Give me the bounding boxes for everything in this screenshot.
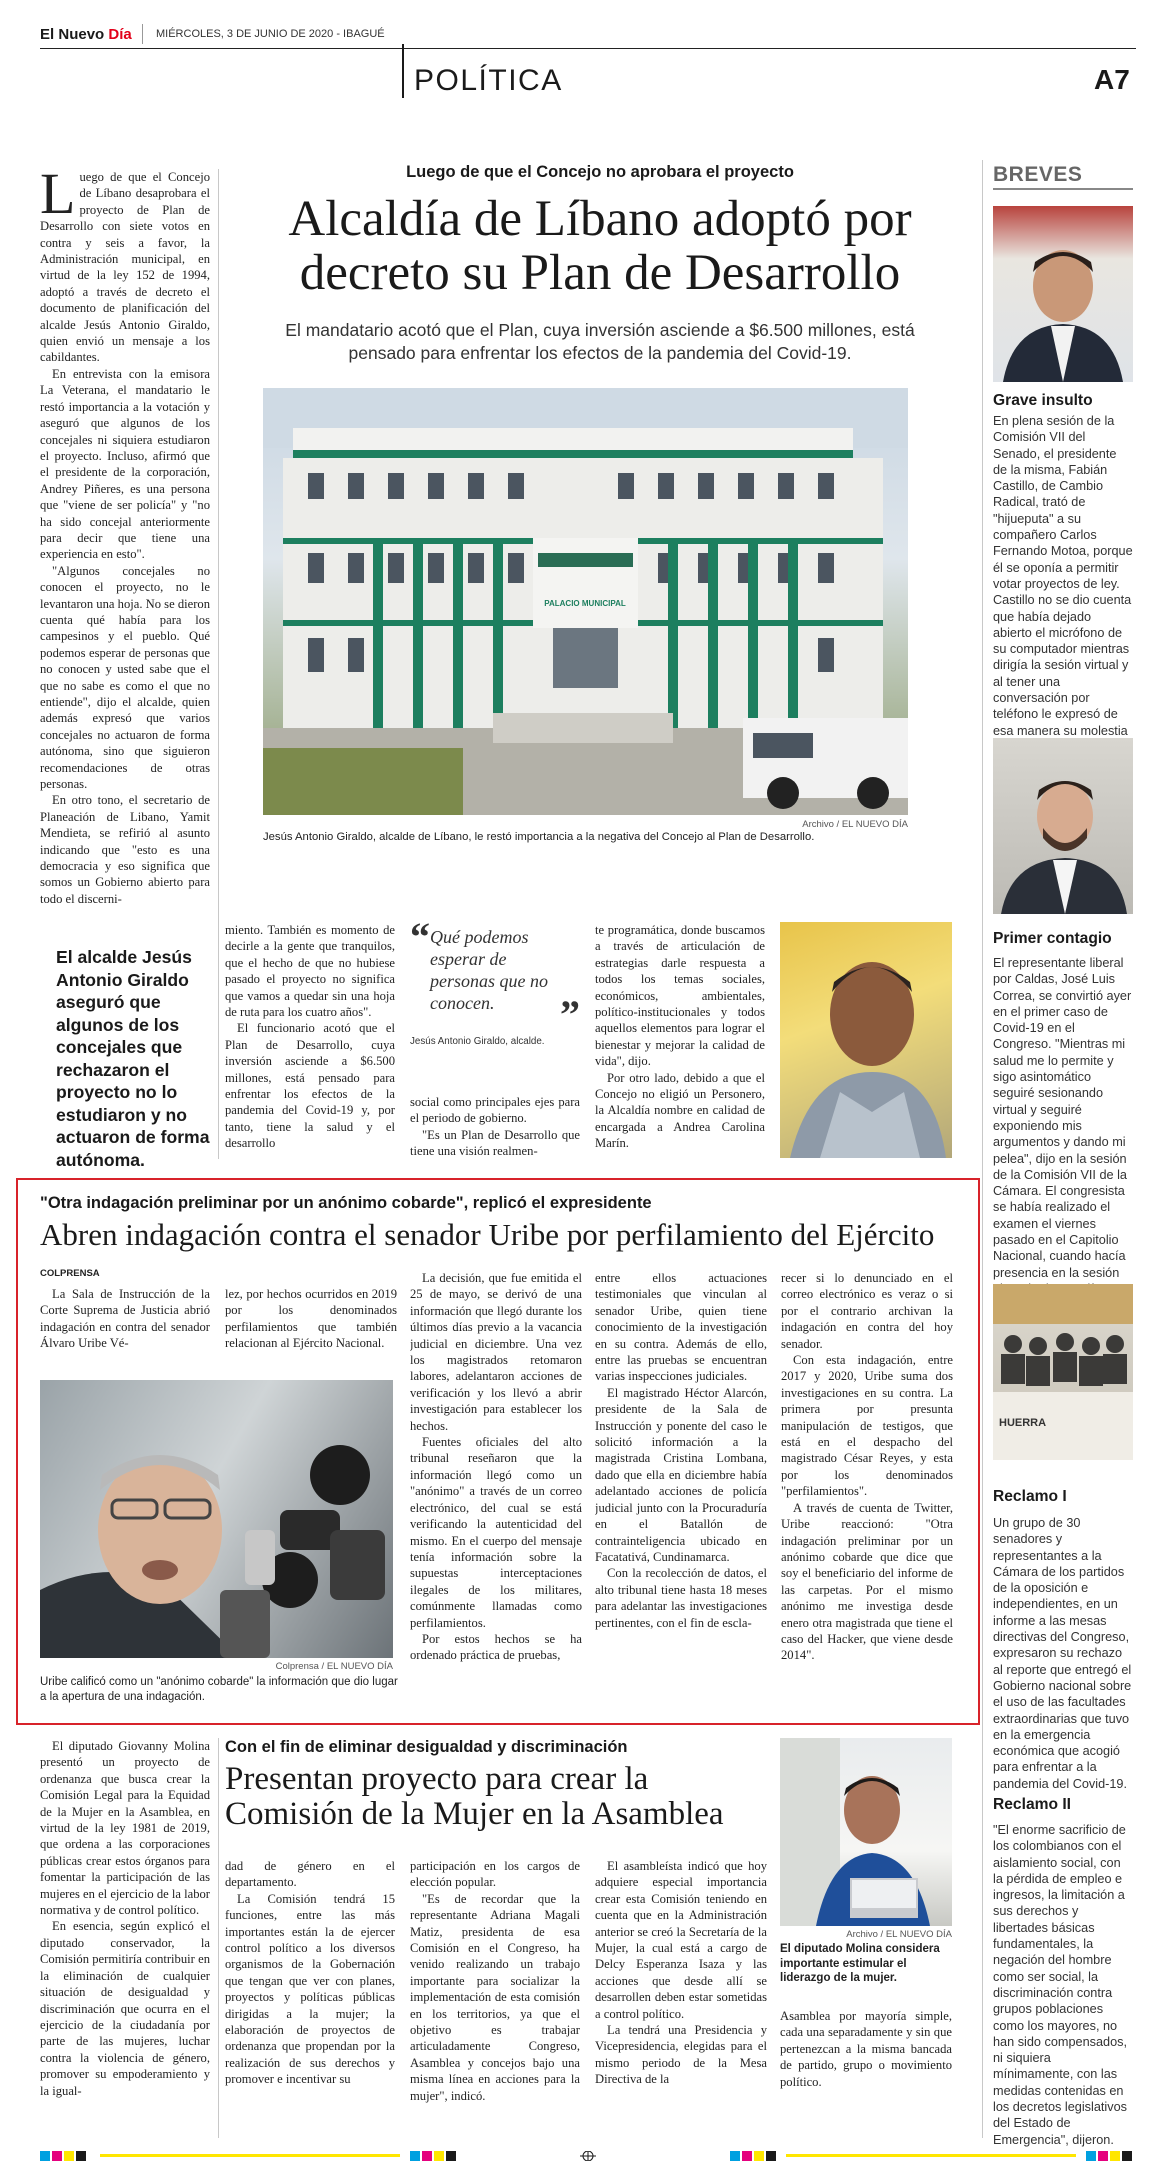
uribe-paragraph: Con esta indagación, entre 2017 y 2020, Uribe suma dos investigaciones en su contra. La primera por presunta manipulación de testigos, que está en el despacho del magistrado César Reyes, y esta por los denominados "perfilamientos". <box>781 1353 953 1499</box>
close-quote-icon: ” <box>560 992 580 1037</box>
print-registration-bar <box>40 2148 1136 2158</box>
castillo-illustration <box>993 206 1133 382</box>
lead-column-4 <box>595 922 765 1167</box>
breve-3-photo <box>993 1284 1133 1460</box>
correa-illustration <box>993 738 1133 914</box>
lead-deck-line-2: pensado para enfrentar los efectos de la pandemia del Covid-19. <box>348 343 852 363</box>
breve-4-head: Reclamo II <box>993 1796 1071 1813</box>
mujer-paragraph: "Es de recordar que la representante Adriana Magali Matiz, presidenta de esa Comisión en el Congreso, ha venido realizando un trabajo importante para socializar la implementación de esta comisión en los territorios, ya que el objetivo es trabajar articuladamente Congreso, Asamblea y concejos bajo una misma línea en acciones para la mujer", indicó. <box>410 1891 580 2103</box>
palace-sign: PALACIO MUNICIPAL <box>544 599 626 608</box>
mayor-illustration <box>780 922 952 1158</box>
lead-paragraph: social como principales ejes para el periodo de gobierno. <box>410 1095 580 1126</box>
lead-deck <box>215 319 985 365</box>
uribe-illustration <box>40 1380 393 1658</box>
mujer-paragraph: La Comisión tendrá 15 funciones, entre las más importantes están la de ejercer control político a los diversos organismos de la Gobernación que tengan que ver con planes, proyectos y políticas públicas dirigidas a la mujer; la elaboración de proyectos de ordenanza que propendan por la realización de sus derechos y promover e incentivar su <box>225 1891 395 2087</box>
uribe-paragraph: Por estos hechos se ha ordenado práctica de pruebas, <box>410 1631 582 1663</box>
quote-author: Jesús Antonio Giraldo, alcalde. <box>410 1036 545 1047</box>
dropcap: L <box>40 169 76 226</box>
molina-photo-credit: Archivo / EL NUEVO DÍA <box>846 1929 952 1940</box>
lead-paragraph: En entrevista con la emisora La Veterana, el mandatario le restó importancia a la votación y aseguró que algunos de los concejales ni siquiera estudiaron el proyecto. Incluso, afirmó que el presidente de la corporación, Andrey Piñeres, es una persona que "viene de ser policía" y "no ha sido concejal anteriormente para decir que tiene una experiencia en esto". <box>40 366 210 562</box>
mujer-column-2 <box>225 1858 395 2138</box>
mujer-headline-line-1: Presentan proyecto para crear la <box>225 1761 649 1797</box>
breve-3-head: Reclamo I <box>993 1488 1067 1505</box>
uribe-paragraph: A través de cuenta de Twitter, Uribe reaccionó: "Otra indagación preliminar por un anónimo cobarde que dice que soy el beneficiario del informe de las carpetas. Por el mismo anónimo me investiga desde enero otra magistrada que tiene el caso del Hacker, que viene desde 2014". <box>781 1500 953 1663</box>
column-rule <box>218 169 219 1159</box>
breves-title: BREVES <box>993 163 1083 186</box>
molina-photo <box>780 1738 952 1926</box>
lead-paragraph: "Es un Plan de Desarrollo que tiene una visión realmen- <box>410 1127 580 1159</box>
lead-kicker: Luego de que el Concejo no aprobara el proyecto <box>406 163 794 181</box>
lead-column-3 <box>410 1094 580 1164</box>
mujer-paragraph: El asambleísta indicó que hoy adquiere especial importancia crear esta Comisión teniendo en cuenta que en la Administración anterior se creó la Secretaría de la Mujer, la cual está a cargo de Delcy Esperanza Isaza y las acciones que desde allí se desarrollen deben estar sometidas a control político. <box>595 1859 767 2021</box>
lead-deck-line-1: El mandatario acotó que el Plan, cuya inversión asciende a $6.500 millones, está <box>285 320 915 340</box>
mujer-headline-line-2: Comisión de la Mujer en la Asamblea <box>225 1795 724 1832</box>
uribe-column-3 <box>410 1270 582 1710</box>
sidebar-rule <box>982 160 983 2138</box>
molina-illustration <box>780 1738 952 1926</box>
section-name: POLÍTICA <box>414 64 563 97</box>
breves-rule <box>993 188 1133 190</box>
breve-4-body: "El enorme sacrificio de los colombianos con el aislamiento social, con la pérdida de empleo e ingresos, la limitación a sus derechos y libertades básicas fundamentales, la negación del hombre como ser social, la discriminación contra grupos poblaciones como los mayores, no han sido compensados, ni siquiera mínimamente, con las medidas contenidas en los decretos legislativos del Estado de Emergencia", dijeron. <box>993 1823 1128 2147</box>
molina-photo-caption: El diputado Molina considera importante estimular el liderazgo de la mujer. <box>780 1943 940 1984</box>
date-line: MIÉRCOLES, 3 DE JUNIO DE 2020 - IBAGUÉ <box>156 28 385 40</box>
lead-photo-caption: Jesús Antonio Giraldo, alcalde de Líbano, le restó importancia a la negativa del Concejo al Plan de Desarrollo. <box>263 831 815 843</box>
uribe-photo-credit: Colprensa / EL NUEVO DÍA <box>275 1661 393 1672</box>
breve-2-photo <box>993 738 1133 914</box>
uribe-photo-caption: Uribe calificó como un "anónimo cobarde" la información que dio lugar a la apertura de una indagación. <box>40 1676 398 1703</box>
uribe-paragraph: Con la recolección de datos, el alto tribunal tiene hasta 18 meses para adelantar las investigaciones pertinentes, con el fin de escla- <box>595 1566 767 1630</box>
lead-paragraph-text: uego de que el Concejo de Líbano desaprobara el proyecto de Plan de Desarrollo con siete votos en contra y seis a favor, la Administración municipal, en virtud de la ley 152 de 1994, adoptó a través de decreto el documento de planificación del alcalde Jesús Antonio Giraldo, quien envió un mensaje a los cabildantes. <box>40 170 210 365</box>
uribe-paragraph: Fuentes oficiales del alto tribunal reseñaron que la información llegó como un "anónimo" a través de un correo electrónico, del cual se está verificando la autenticidad del mismo. En el cuerpo del mensaje tenía información sobre la supuestas interceptaciones ilegales de los militares, comúnmente llamadas como perfilamientos. <box>410 1435 582 1630</box>
mayor-photo <box>780 922 952 1158</box>
lead-paragraph: miento. También es momento de decirle a la gente que tranquilos, que el hecho de que no hubiese pasado el proyecto no significa que vamos a quedar sin una hoja de ruta para los cuatro años". <box>225 923 395 1020</box>
uribe-headline: Abren indagación contra el senador Uribe por perfilamiento del Ejército <box>40 1217 935 1252</box>
mujer-paragraph: La tendrá una Presidencia y Vicepresidencia, elegidas para el mismo periodo de la Mesa Directiva de la <box>595 2023 767 2087</box>
lead-headline <box>210 193 990 300</box>
breve-2-body: El representante liberal por Caldas, José Luis Correa, se convirtió ayer en el primer caso de Covid-19 en el Congreso. "Mientras mi salud me lo permite y sigo asintomático seguiré sesionando virtual y seguiré exponiendo mis argumentos y dando mi pelea", dijo en la sesión de la Comisión VII de la Cámara. El congresista se había realizado el examen el viernes pasado en el Capitolio Nacional, cuando hacía presencia en la sesión <box>993 956 1132 1280</box>
palace-illustration <box>263 388 908 815</box>
uribe-paragraph: La decisión, que fue emitida el 25 de mayo, se derivó de una información que llegó durante los últimos días previo a la vacancia judicial en diciembre. Una vez los magistrados retomaron labores, adelantaron acciones de verificación y los llevó a abrir investigación para establecer los hechos. <box>410 1271 582 1433</box>
lead-column-1 <box>40 169 210 921</box>
mujer-column-4 <box>595 1858 767 2138</box>
lead-headline-line-1: Alcaldía de Líbano adoptó por <box>288 191 912 247</box>
lead-paragraph: "Algunos concejales no conocen el proyecto, no le levantaron una hoja. No se dieron cuenta qué había para los campesinos y el pueblo. Qué podemos esperar de personas que no conocen y usted sabe que el que no sabe es como el que no entiende", dijo el alcalde, quien además expresó que varios concejales no actuaron de forma autónoma, sino que siguieron recomendaciones de otras personas. <box>40 563 210 792</box>
uribe-paragraph: recer si lo denunciado en el correo electrónico es veraz o si por el contrario archivan la indagación en contra del hoy senador. <box>781 1271 953 1351</box>
uribe-column-2 <box>225 1286 397 1376</box>
breve-1-photo <box>993 206 1133 382</box>
lead-paragraph: te programática, donde buscamos a través de articulación de estrategias darle respuesta a todos los temas sociales, económicos, ambientales, político-institucionales y todos aquellos elementos para lograr el bienestar y mejorar la calidad de vida", dijo. <box>595 923 765 1069</box>
column-rule <box>218 1738 219 2138</box>
uribe-column-4 <box>595 1270 767 1710</box>
lead-paragraph: En otro tono, el secretario de Planeación de Libano, Yamit Mendieta, se refirió al asunto indicando que "esto es una democracia y eso significa que somos un Gobierno abierto para todo el discerni- <box>40 793 210 906</box>
uribe-paragraph: entre ellos actuaciones testimoniales que vinculan al senador Uribe, quien tiene conocimiento de la investigación en su contra. Además de ello, entre las pruebas se encuentran varias inspecciones judiciales. <box>595 1271 767 1384</box>
photo-sign-text: HUERRA <box>999 1417 1047 1429</box>
breve-1-head: Grave insulto <box>993 392 1093 409</box>
masthead-separator <box>142 24 143 44</box>
uribe-kicker: "Otra indagación preliminar por un anónimo cobarde", replicó el expresidente <box>40 1194 652 1212</box>
uribe-photo <box>40 1380 393 1658</box>
uribe-paragraph: El magistrado Héctor Alarcón, presidente de la Sala de Instrucción y ponente del caso le solicitó información a la magistrada Cristina Lombana, dado que ella en diciembre había adelantado acciones de policía judicial junto con la Procuraduría en el Batallón de contrainteligencia ubicado en Facatativá, Cundinamarca. <box>595 1385 767 1564</box>
color-registration-marks <box>40 2151 1136 2161</box>
mujer-paragraph: dad de género en el departamento. <box>225 1859 395 1890</box>
uribe-column-1 <box>40 1286 210 1376</box>
lead-photo <box>263 388 908 815</box>
uribe-paragraph: La Sala de Instrucción de la Corte Suprema de Justicia abrió indagación en contra del senador Álvaro Uribe Vé- <box>40 1287 210 1351</box>
mujer-column-5 <box>780 2008 952 2138</box>
newspaper-logo: El Nuevo Día <box>40 26 132 43</box>
lead-paragraph: Por otro lado, debido a que el Concejo no eligió un Personero, la Alcaldía nombre en calidad de encargada a Andrea Carolina Marín. <box>595 1070 765 1151</box>
page-number: A7 <box>1094 64 1130 95</box>
uribe-source: COLPRENSA <box>40 1268 100 1279</box>
mujer-kicker: Con el fin de eliminar desigualdad y discriminación <box>225 1738 628 1756</box>
mujer-column-1 <box>40 1738 210 2138</box>
open-quote-icon: “ <box>410 914 430 959</box>
section-bar <box>402 44 404 98</box>
mujer-paragraph: Asamblea por mayoría simple, cada una separadamente y sin que pertenezcan a la misma bancada de partido, grupo o movimiento político. <box>780 2009 952 2089</box>
lead-headline-line-2: decreto su Plan de Desarrollo <box>299 244 901 301</box>
lead-pull-quote: El alcalde Jesús Antonio Giraldo aseguró que algunos de los concejales que rechazaron el proyecto no lo estudiaron y no actuaron de forma autónoma. <box>56 947 210 1170</box>
uribe-paragraph: lez, por hechos ocurridos en 2019 por los denominados perfilamientos que también relacionan al Ejército Nacional. <box>225 1287 397 1351</box>
breve-3-body: Un grupo de 30 senadores y representantes a la Cámara de los partidos de la oposición e independientes, en un informe a las mesas directivas del Congreso, expresaron su rechazo al reporte que entregó el Gobierno nacional sobre el uso de las facultades extraordinarias que tuvo en la emergencia económica que acogió para enfrentar a la pandemia del Covid-19. <box>993 1516 1132 1791</box>
uribe-column-5 <box>781 1270 953 1710</box>
breve-1-body: En plena sesión de la Comisión VII del Senado, el presidente de la misma, Fabián Castillo, de Cambio Radical, trató de "hijueputa" a su compañero Carlos Fernando Motoa, porque él se oponía a permitir votar proyectos de ley. Castillo no se dio cuenta que había dejado abierto el micrófono de su computador mientras dirigía la sesión virtual y al tener una conversación por teléfono le expresó de esa manera su molestia <box>993 414 1133 738</box>
quote-text: Qué podemos esperar de personas que no conocen. <box>430 927 548 1013</box>
mujer-headline <box>225 1762 785 1831</box>
lead-paragraph: El funcionario acotó que el Plan de Desarrollo, cuya inversión asciende a $6.500 millones, está pensado para enfrentar los efectos de la pandemia del Covid-19 y, por tanto, tiene la salud y el desarrollo <box>225 1021 395 1151</box>
masthead-rule <box>40 48 1136 49</box>
lead-quote-box <box>410 914 580 1047</box>
mujer-paragraph: En esencia, según explicó el diputado conservador, la Comisión permitiría contribuir en la eliminación de cualquier situación de desigualdad y discriminación que ocurra en el ejercicio de la ciudadanía por parte de las mujeres, luchar contra la violencia de género, promover su empoderamiento y la igual- <box>40 1919 210 2098</box>
lead-paragraph <box>40 169 210 366</box>
congress-illustration <box>993 1284 1133 1460</box>
lead-column-2 <box>225 922 395 1167</box>
mujer-paragraph: participación en los cargos de elección popular. <box>410 1859 580 1890</box>
breve-2-head: Primer contagio <box>993 930 1112 947</box>
mujer-paragraph: El diputado Giovanny Molina presentó un proyecto de ordenanza que busca crear la Comisión Legal para la Equidad de la Mujer en la Asamblea, en virtud de la ley 1981 de 2019, que ordena a las corporaciones públicas crear estos órganos para fomentar la participación de las mujeres en el ejercicio de la labor normativa y de control político. <box>40 1739 210 1918</box>
mujer-column-3 <box>410 1858 580 2138</box>
lead-photo-credit: Archivo / EL NUEVO DÍA <box>802 819 908 830</box>
